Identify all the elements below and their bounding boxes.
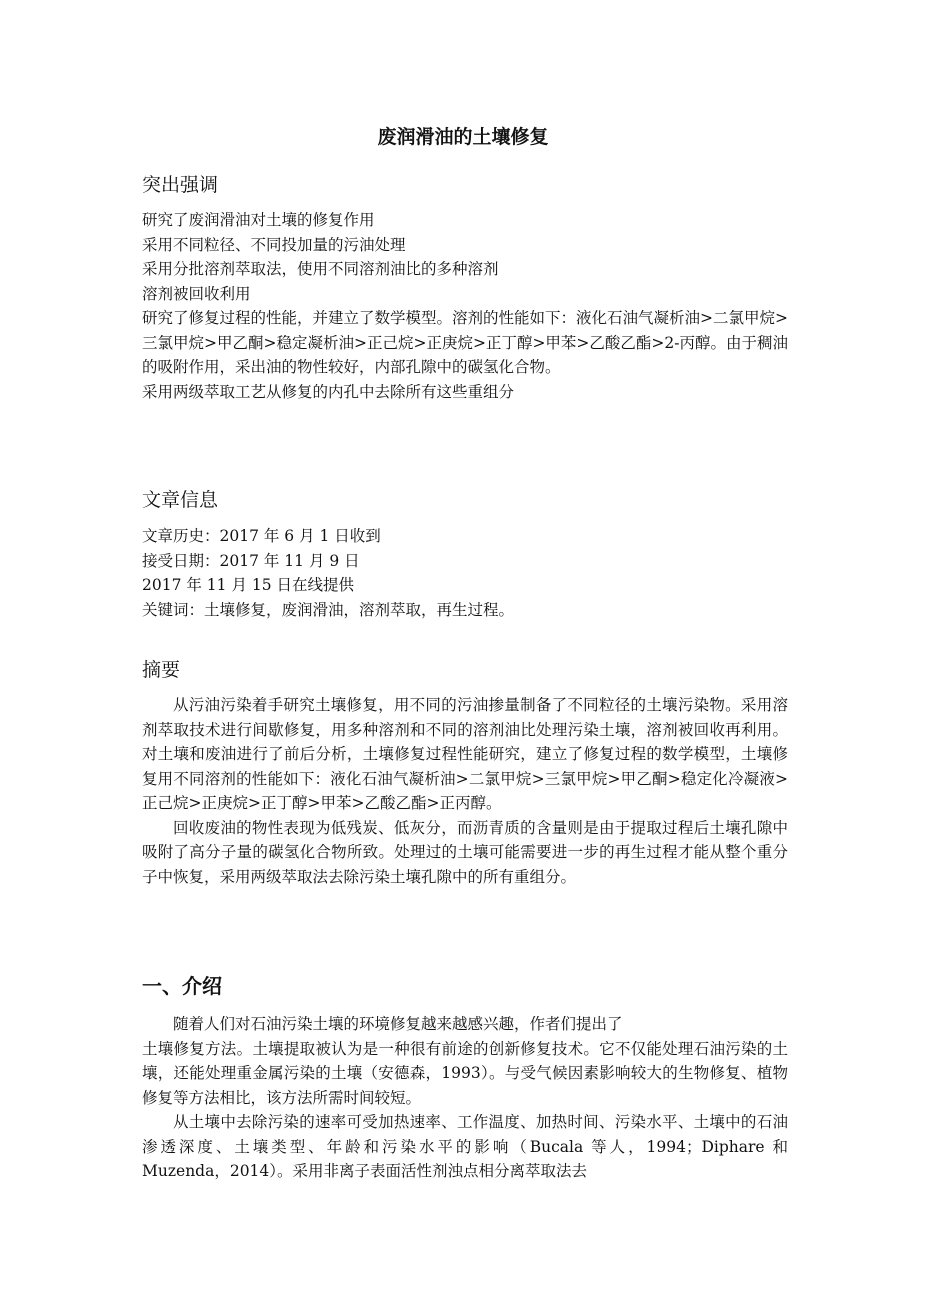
highlight-item: 研究了修复过程的性能，并建立了数学模型。溶剂的性能如下：液化石油气凝析油>二氯甲烷>三氯甲烷>甲乙酮>稳定凝析油>正己烷>正庚烷>正丁醇>甲苯>乙酸乙酯>2-丙醇。由于稠油的吸附作用，采出油的物性较好，内部孔隙中的碳氢化合物。 [142, 309, 788, 376]
abstract-section [142, 657, 788, 683]
highlight-item: 采用两级萃取工艺从修复的内孔中去除所有这些重组分 [142, 382, 515, 401]
abstract-heading: 摘要 [142, 659, 181, 681]
intro-section [142, 972, 788, 1000]
intro-paragraph-line: 随着人们对石油污染土壤的环境修复越来越感兴趣，作者们提出了 [173, 1015, 623, 1033]
intro-heading: 一、介绍 [142, 974, 222, 998]
article-info-lines [142, 524, 788, 622]
document-title: 废润滑油的土壤修复 [377, 126, 549, 148]
highlight-item: 采用分批溶剂萃取法，使用不同溶剂油比的多种溶剂 [142, 260, 499, 278]
keywords: 关键词：土壤修复，废润滑油，溶剂萃取，再生过程。 [142, 600, 515, 619]
online-date: 2017 年 11 月 15 日在线提供 [142, 576, 355, 594]
highlight-item: 溶剂被回收利用 [142, 284, 251, 303]
highlight-item: 研究了废润滑油对土壤的修复作用 [142, 211, 375, 229]
article-info-section [142, 487, 788, 513]
abstract-paragraph: 回收废油的物性表现为低残炭、低灰分，而沥青质的含量则是由于提取过程后土壤孔隙中吸附了高分子量的碳氢化合物所致。处理过的土壤可能需要进一步的再生过程才能从整个重分子中恢复，采用两级萃取法去除污染土壤孔隙中的所有重组分。 [142, 818, 788, 886]
intro-body [142, 1012, 788, 1184]
received-date: 文章历史：2017 年 6 月 1 日收到 [142, 527, 381, 545]
highlights-section [142, 172, 788, 198]
abstract-body [142, 693, 788, 889]
intro-paragraph: 土壤修复方法。土壤提取被认为是一种很有前途的创新修复技术。它不仅能处理石油污染的土壤，还能处理重金属污染的土壤（安德森，1993）。与受气候因素影响较大的生物修复、植物修复等方法相比，该方法所需时间较短。 [142, 1039, 788, 1107]
highlights-list [142, 208, 788, 404]
accepted-date: 接受日期：2017 年 11 月 9 日 [142, 551, 360, 570]
intro-paragraph: 从土壤中去除污染的速率可受加热速率、工作温度、加热时间、污染水平、土壤中的石油渗透深度、土壤类型、年龄和污染水平的影响（Bucala 等人，1994；Diphare 和 Muzenda，2014）。采用非离子表面活性剂浊点相分离萃取法去 [142, 1113, 788, 1180]
abstract-paragraph: 从污油污染着手研究土壤修复，用不同的污油掺量制备了不同粒径的土壤污染物。采用溶剂萃取技术进行间歇修复，用多种溶剂和不同的溶剂油比处理污染土壤，溶剂被回收再利用。对土壤和废油进行了前后分析，土壤修复过程性能研究，建立了修复过程的数学模型，土壤修复用不同溶剂的性能如下：液化石油气凝析油>二氯甲烷>三氯甲烷>甲乙酮>稳定化冷凝液>正己烷>正庚烷>正丁醇>甲苯>乙酸乙酯>正丙醇。 [142, 696, 788, 812]
highlights-heading: 突出强调 [142, 174, 219, 196]
article-info-heading: 文章信息 [142, 489, 219, 511]
highlight-item: 采用不同粒径、不同投加量的污油处理 [142, 235, 406, 254]
